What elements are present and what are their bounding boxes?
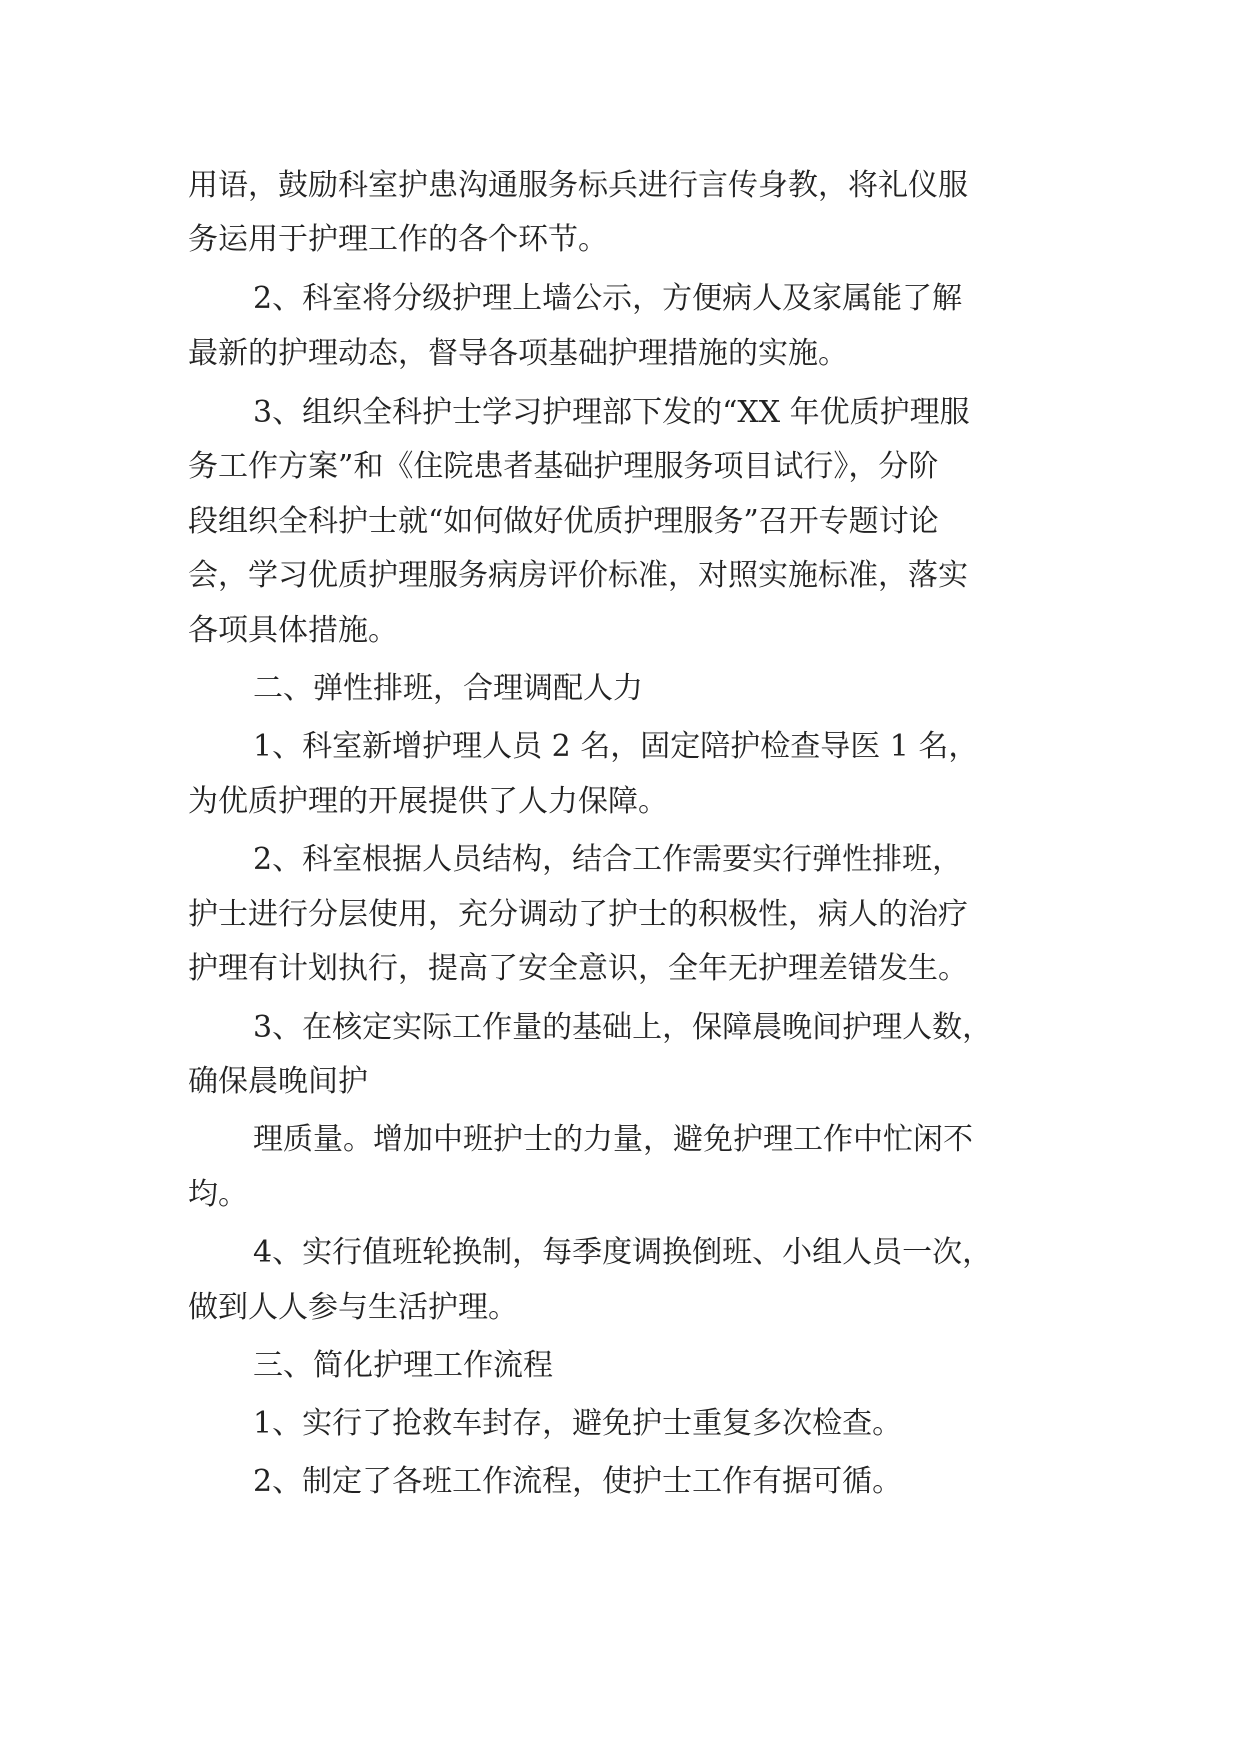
text-line: 各项具体措施。 — [188, 613, 398, 648]
paragraph-start: 理质量。增加中班护士的力量，避免护理工作中忙闲不 — [253, 1122, 973, 1157]
text-line: 用语，鼓励科室护患沟通服务标兵进行言传身教，将礼仪服 — [188, 168, 968, 203]
paragraph-start: 3、组织全科护士学习护理部下发的“XX 年优质护理服 — [253, 395, 970, 430]
paragraph-start: 2、科室根据人员结构，结合工作需要实行弹性排班， — [253, 842, 963, 877]
text-line: 为优质护理的开展提供了人力保障。 — [188, 784, 668, 819]
paragraph-start: 2、制定了各班工作流程，使护士工作有据可循。 — [253, 1464, 903, 1499]
paragraph-start: 1、科室新增护理人员 2 名，固定陪护检查导医 1 名， — [253, 729, 979, 764]
text-line: 护理有计划执行，提高了安全意识，全年无护理差错发生。 — [188, 951, 968, 986]
text-line: 确保晨晚间护 — [188, 1064, 368, 1099]
paragraph-start: 1、实行了抢救车封存，避免护士重复多次检查。 — [253, 1406, 903, 1441]
section-heading: 二、弹性排班，合理调配人力 — [253, 671, 643, 706]
text-line: 护士进行分层使用，充分调动了护士的积极性，病人的治疗 — [188, 897, 968, 932]
paragraph-start: 3、在核定实际工作量的基础上，保障晨晚间护理人数， — [253, 1010, 993, 1045]
paragraph-start: 2、科室将分级护理上墙公示，方便病人及家属能了解 — [253, 281, 963, 316]
text-line: 务运用于护理工作的各个环节。 — [188, 222, 608, 257]
paragraph-start: 4、实行值班轮换制，每季度调换倒班、小组人员一次， — [253, 1235, 993, 1270]
section-heading: 三、简化护理工作流程 — [253, 1348, 553, 1383]
text-line: 均。 — [188, 1177, 248, 1212]
text-line: 会，学习优质护理服务病房评价标准，对照实施标准，落实 — [188, 558, 968, 593]
text-line: 做到人人参与生活护理。 — [188, 1290, 518, 1325]
text-line: 最新的护理动态，督导各项基础护理措施的实施。 — [188, 336, 848, 371]
text-line: 务工作方案”和《住院患者基础护理服务项目试行》，分阶 — [188, 449, 939, 484]
text-line: 段组织全科护士就“如何做好优质护理服务”召开专题讨论 — [188, 504, 939, 539]
